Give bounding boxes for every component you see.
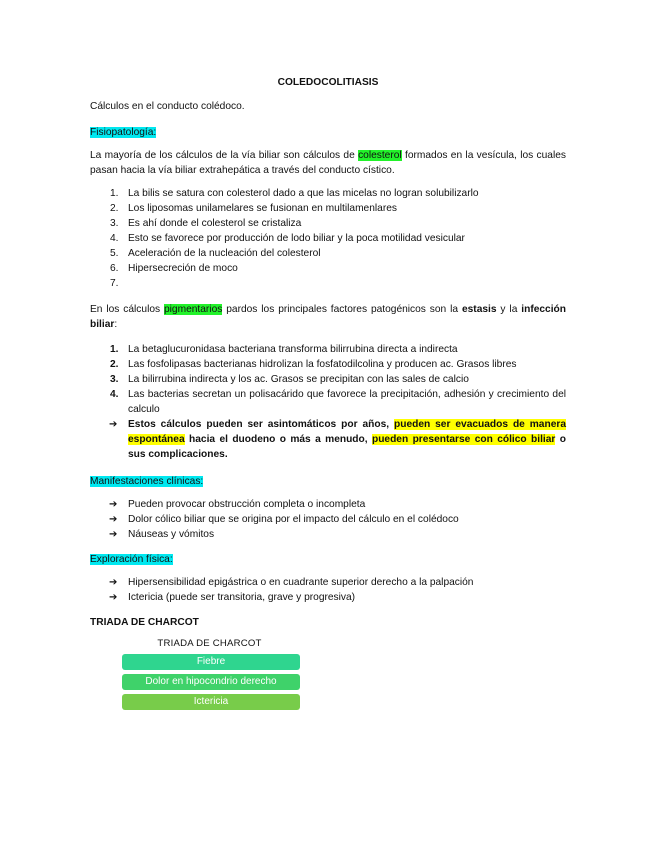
list-item-text: Dolor cólico biliar que se origina por el impacto del cálculo en el colédoco (128, 514, 459, 525)
charcot-bar-fiebre: Fiebre (122, 654, 300, 670)
list-number: 6. (110, 263, 119, 274)
arrow-icon: ➔ (109, 577, 118, 588)
fisiopatologia-paragraph (90, 148, 566, 178)
charcot-bar-dolor: Dolor en hipocondrio derecho (122, 674, 300, 690)
list-number: 4. (110, 233, 119, 244)
list-number: 2. (110, 359, 119, 370)
list-item-text: La bilis se satura con colesterol dado a que las micelas no logran solubilizarlo (128, 188, 479, 199)
note-part: hacia el duodeno o más a menudo, (184, 434, 372, 445)
list-number: 4. (110, 389, 119, 400)
list-number: 2. (110, 203, 119, 214)
triada-heading (90, 615, 199, 630)
list-item (90, 512, 566, 527)
list-item (90, 216, 566, 231)
list-item-text: La betaglucuronidasa bacteriana transforma bilirrubina directa a indirecta (128, 344, 458, 355)
arrow-icon: ➔ (109, 592, 118, 603)
list-item-text: Pueden provocar obstrucción completa o incompleta (128, 499, 366, 510)
arrow-icon: ➔ (109, 529, 118, 540)
list-item (90, 261, 566, 276)
fisiopatologia-heading-text: Fisiopatología: (90, 127, 157, 138)
pigment-pre: En los cálculos (90, 304, 164, 315)
list-item-text: Los liposomas unilamelares se fusionan en multilamenlares (128, 203, 397, 214)
fisio-list (90, 186, 566, 289)
page-title: COLEDOCOLITIASIS (277, 77, 379, 88)
list-item (90, 246, 566, 261)
list-item (90, 231, 566, 246)
list-number: 1. (110, 344, 119, 355)
list-number: 3. (110, 218, 119, 229)
list-item (90, 387, 566, 417)
exploracion-heading-text: Exploración física: (90, 554, 173, 565)
list-item-text: La bilirrubina indirecta y los ac. Grasos se precipitan con las sales de calcio (128, 374, 469, 385)
pigment-and: y la (496, 304, 522, 315)
arrow-icon: ➔ (109, 419, 118, 430)
list-item (90, 575, 566, 590)
list-number: 1. (110, 188, 119, 199)
exploracion-heading (90, 552, 173, 567)
list-item (90, 372, 566, 387)
list-item (90, 357, 566, 372)
list-item (90, 590, 566, 605)
charcot-bar-ictericia: Ictericia (122, 694, 300, 710)
note-highlight: pueden ser evacuados de manera espontánea (128, 419, 566, 445)
pigment-end: : (114, 319, 118, 330)
fisio-para-pre: La mayoría de los cálculos de la vía biliar son cálculos de (90, 150, 359, 161)
list-item (90, 186, 566, 201)
colesterol-highlight: colesterol (358, 150, 402, 161)
charcot-diagram (105, 638, 300, 707)
triada-heading-text: TRIADA DE CHARCOT (90, 617, 199, 628)
list-item (90, 342, 566, 357)
list-item-text: Náuseas y vómitos (128, 529, 215, 540)
explor-list (90, 575, 566, 605)
pigmentarios-highlight: pigmentarios (164, 304, 223, 315)
list-item-text: Ictericia (puede ser transitoria, grave y progresiva) (128, 592, 356, 603)
infeccion-bold: infección biliar (90, 304, 566, 330)
list-item-text: Hipersecreción de moco (128, 263, 238, 274)
fisio-para-post: formados en la vesícula, los cuales pasan hacia la vía biliar extrahepática a través del conducto cístico. (90, 150, 566, 176)
estasis-bold: estasis (461, 304, 497, 315)
pigment-list (90, 342, 566, 462)
list-item-text: Las bacterias secretan un polisacárido que favorece la precipitación, adhesión y crecimiento del calculo (128, 389, 566, 415)
manifestaciones-heading (90, 474, 203, 489)
arrow-icon: ➔ (109, 499, 118, 510)
list-number: 5. (110, 248, 119, 259)
intro-text: Cálculos en el conducto colédoco. (90, 101, 245, 112)
list-item-text: Esto se favorece por producción de lodo biliar y la poca motilidad vesicular (128, 233, 465, 244)
pigment-mid: pardos los principales factores patogénicos son la (222, 304, 462, 315)
list-item (90, 201, 566, 216)
manif-list (90, 497, 566, 542)
fisiopatologia-heading (90, 125, 156, 140)
list-item-text: Aceleración de la nucleación del colesterol (128, 248, 321, 259)
note-part: Estos cálculos pueden ser asintomáticos por años, (128, 419, 394, 430)
list-item (90, 527, 566, 542)
note-highlight: pueden presentarse con cólico biliar (371, 434, 556, 445)
list-item-note (90, 417, 566, 462)
charcot-diagram-title: TRIADA DE CHARCOT (157, 638, 262, 649)
list-item (90, 497, 566, 512)
list-item-text: Las fosfolipasas bacterianas hidrolizan la fosfatodilcolina y producen ac. Grasos libres (128, 359, 517, 370)
arrow-icon: ➔ (109, 514, 118, 525)
list-number: 3. (110, 374, 119, 385)
list-number: 7. (110, 278, 119, 289)
manifestaciones-heading-text: Manifestaciones clínicas: (90, 476, 204, 487)
list-item-text: Es ahí donde el colesterol se cristaliza (128, 218, 302, 229)
list-item-text: Hipersensibilidad epigástrica o en cuadrante superior derecho a la palpación (128, 577, 474, 588)
note-part: o sus complicaciones. (128, 434, 566, 460)
pigmentarios-paragraph (90, 302, 566, 332)
